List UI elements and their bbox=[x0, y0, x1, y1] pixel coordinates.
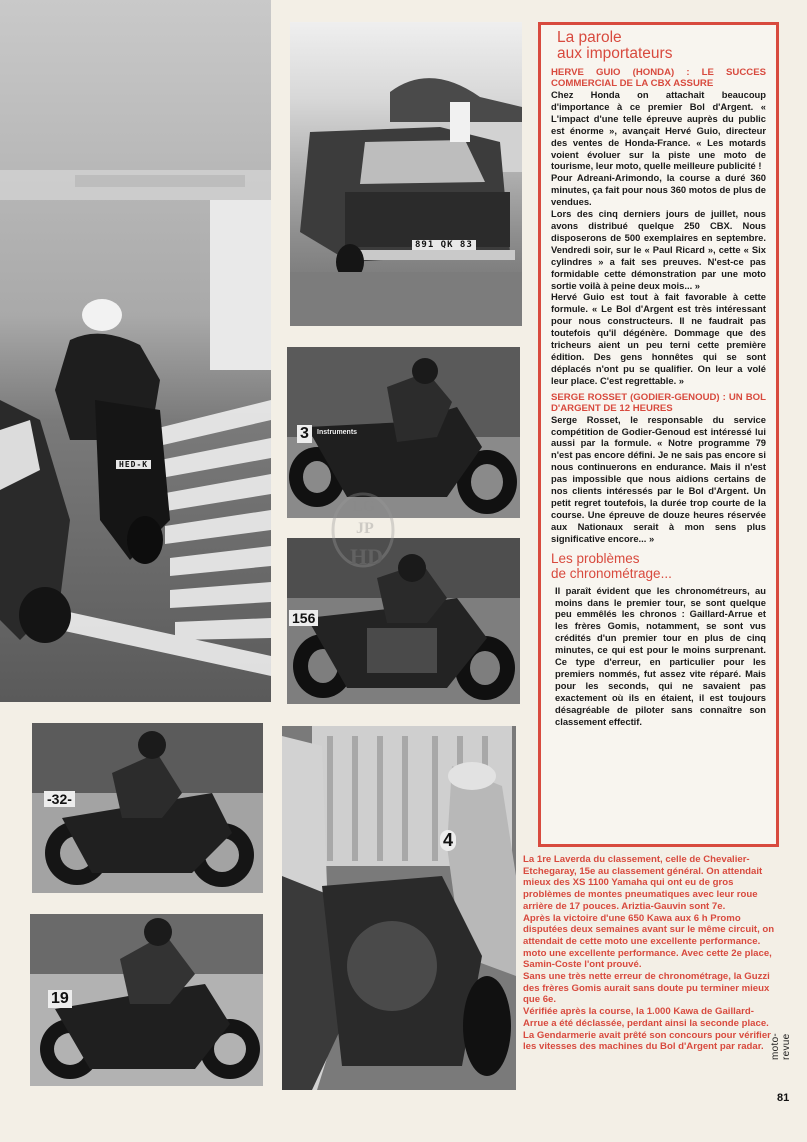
watermark-logo bbox=[326, 490, 400, 576]
race-number-4: 4 bbox=[440, 830, 456, 851]
magazine-name: moto-revue bbox=[770, 1032, 792, 1060]
watermark-text-3: HD bbox=[350, 544, 383, 569]
caption-text: Vérifiée après la course, la 1.000 Kawa de Gaillard-Arrue a été déclassée, perdant ainsi la seconde place. bbox=[523, 1006, 769, 1029]
caption-text: Après la victoire d'une 650 Kawa aux 6 h Promo disputées deux semaines avant sur le même circuit, on attendait de cette moto une excellente performance. bbox=[523, 912, 775, 947]
section1-paragraph: Lors des cinq derniers jours de juillet, nous avons distribué quelque 250 CBX. Nous disposerons de 500 exemplaires en septembre. Vendredi soir, sur le « Paul Ricard », cette « Six cylindres » a fait ses preuves. N'est-ce pas formidable cette démonstration par une moto sortie voilà à peine deux mois... » bbox=[551, 208, 766, 291]
sponsor-label: Instruments bbox=[317, 429, 358, 436]
race-number-156: 156 bbox=[289, 610, 318, 626]
caption-text: La 1re Laverda du classement, celle de Chevalier-Etchegaray, 15e au classement général. On attendait mieux des XS 1100 Yamaha qui ont eu de gros problèmes de montes pneumatiques avec leur roue arrière de 17 pouces. Ariztia-Gauvin sont 7e. bbox=[523, 854, 763, 912]
car-license-plate: 891 QK 83 bbox=[412, 240, 476, 250]
section1-paragraph: Pour Adreani-Arimondo, la course a duré 360 minutes, ça fait pour nous 360 motos de plus de vendues. bbox=[551, 172, 766, 208]
timing-subtitle bbox=[551, 551, 766, 581]
rider-back-plate: HED-K bbox=[116, 460, 151, 469]
photo-captions bbox=[523, 854, 779, 1053]
timing-subtitle-line2: de chronométrage... bbox=[551, 565, 672, 581]
photo-moto-156 bbox=[287, 538, 520, 704]
caption-text: moto une excellente performance. Avec cette 2e place, Samin-Coste l'ont prouvé. bbox=[523, 947, 772, 971]
sidebar-title-line1: La parole bbox=[557, 29, 622, 46]
section2-heading: SERGE ROSSET (GODIER-GENOUD) : UN BOL D'ARGENT DE 12 HEURES bbox=[551, 391, 766, 414]
photo-pits-moto-4 bbox=[282, 726, 516, 1090]
caption-text: La Gendarmerie avait prêté son concours pour vérifier les vitesses des machines du Bol d'Argent par radar. bbox=[523, 1029, 771, 1053]
section1-heading: HERVE GUIO (HONDA) : LE SUCCES COMMERCIAL DE LA CBX ASSURE bbox=[551, 67, 766, 89]
page-number: 81 bbox=[777, 1092, 790, 1104]
section1-paragraph: Hervé Guio est tout à fait favorable à cette formule. « Le Bol d'Argent est très intéressant pour nous constructeurs. Il ne faudrait pas toutefois qu'il dégénère. Dommage que des tricheurs aient un peu terni cette première édition. Des gens honnêtes qui se sont déplacés n'ont pu se qualifier. On leur a volé leur place. C'est regrettable. » bbox=[551, 291, 766, 386]
section2-paragraph: Serge Rosset, le responsable du service compétition de Godier-Genoud est intéressé lui aussi par la formule. « Notre programme 79 n'est pas encore défini. Je ne sais pas encore si nous continuerons en endurance. Mais il n'est pas impossible que nous aidions certains de nos clients intéressés par le Bol d'Argent. Un petit regret toutefois, la durée trop courte de la course. Une épreuve de douze heures réservée aux Nationaux serait à mon sens plus significative encore... » bbox=[551, 413, 766, 544]
photo-moto-3 bbox=[287, 347, 520, 518]
watermark-text-2: JP bbox=[356, 520, 374, 537]
race-number-3: 3 bbox=[297, 425, 312, 443]
watermark-text-1: LG bbox=[352, 498, 376, 515]
timing-subtitle-line1: Les problèmes bbox=[551, 550, 640, 566]
photo-moto-32 bbox=[32, 723, 263, 893]
photo-track-riders bbox=[0, 0, 271, 702]
importers-sidebar bbox=[538, 22, 779, 847]
caption-text: Sans une très nette erreur de chronométrage, la Guzzi des frères Gomis aurait sans doute pu terminer mieux que 6e. bbox=[523, 971, 770, 1006]
sidebar-title-line2: aux importateurs bbox=[557, 45, 673, 62]
race-number-32: -32- bbox=[44, 791, 75, 807]
photo-car bbox=[290, 22, 522, 326]
race-number-19: 19 bbox=[48, 990, 72, 1008]
section1-paragraph: Chez Honda on attachait beaucoup d'importance à ce premier Bol d'Argent. « L'impact d'une telle épreuve auprès du public est énorme », avançait Hervé Guio, directeur des ventes de Honda-France. « Les motards voient évoluer sur la piste une moto de tourisme, leur moto, quelle meilleure publicité ! bbox=[551, 89, 766, 172]
section3-paragraph: Il paraît évident que les chronométreurs, au moins dans le premier tour, se sont quelque peu emmêlés les chronos : Gaillard-Arrue et les frères Gomis, notamment, se sont vus crédités d'un premier tour en plus de cinq minutes, ce qui est pour le moins surprenant. Ce type d'erreur, en particulier pour les premiers nommés, fut assez vite réparé. Mais pour les seconds, qui ne savaient pas exactement où ils en étaient, il est toujours désagréable de piloter sans connaître son classement effectif. bbox=[555, 584, 766, 727]
photo-moto-19 bbox=[30, 914, 263, 1086]
